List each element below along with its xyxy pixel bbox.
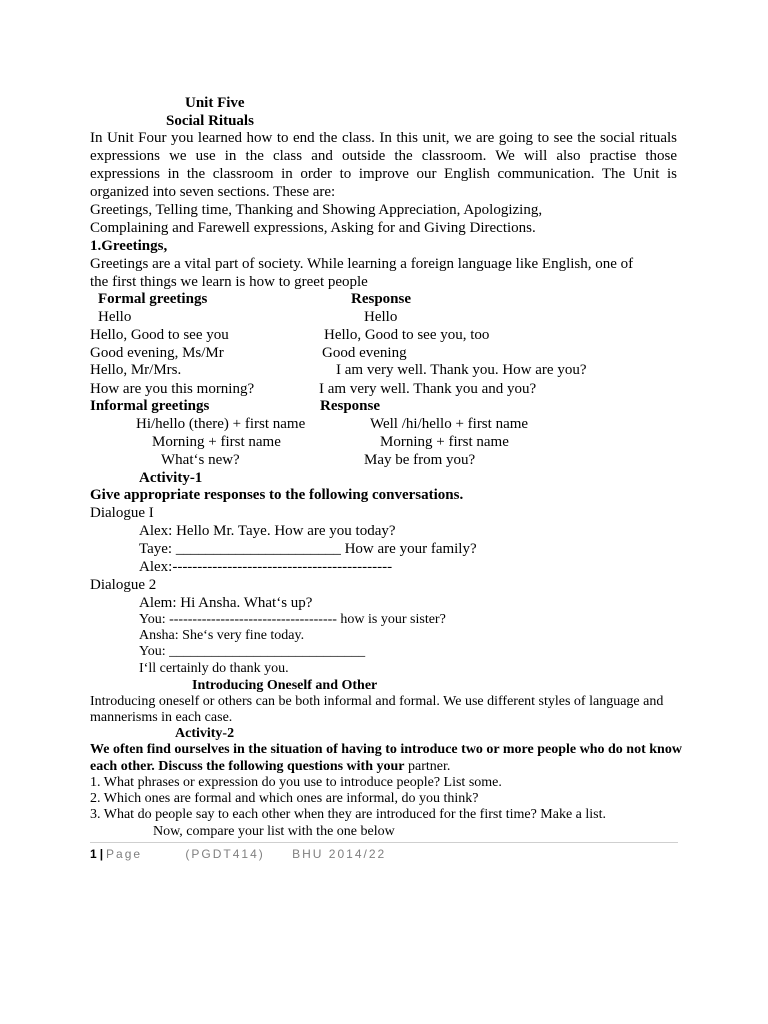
activity2-instruction-bold: each other. Discuss the following questions with your: [90, 759, 405, 774]
informal-greeting: What‘s new?: [161, 452, 240, 468]
course-code: (PGDT414): [185, 847, 265, 861]
dialogue-line: Alex: Hello Mr. Taye. How are you today?: [139, 523, 396, 539]
formal-response-header: Response: [351, 291, 412, 307]
intro-line: Complaining and Farewell expressions, Asking for and Giving Directions.: [90, 220, 536, 236]
introducing-heading: Introducing Oneself and Other: [192, 678, 378, 693]
introducing-text: mannerisms in each case.: [90, 710, 233, 725]
institution-year: BHU 2014/22: [292, 847, 387, 861]
activity2-question: 1. What phrases or expression do you use to introduce people? List some.: [90, 775, 502, 790]
dialogue-line: You: ____________________________: [139, 644, 366, 659]
unit-subtitle: Social Rituals: [166, 113, 254, 129]
dialogue-line: Alex:--------------------------------------------: [139, 559, 393, 575]
informal-greeting: Morning + first name: [152, 434, 281, 450]
dialogue-line: Ansha: She‘s very fine today.: [139, 628, 305, 643]
greetings-text: the first things we learn is how to greet people: [90, 274, 368, 290]
formal-greeting: Hello, Good to see you: [90, 327, 229, 343]
formal-greeting: Hello, Mr/Mrs.: [90, 362, 182, 378]
formal-greeting: Hello: [98, 309, 132, 325]
unit-title: Unit Five: [185, 95, 245, 111]
activity1-instruction: Give appropriate responses to the following conversations.: [90, 487, 464, 503]
formal-response: Good evening: [322, 345, 407, 361]
formal-greetings-header: Formal greetings: [98, 291, 208, 307]
page-footer: [90, 846, 386, 862]
dialogue1-label: Dialogue I: [90, 505, 154, 521]
introducing-text: Introducing oneself or others can be both informal and formal. We use different styles of language and: [90, 694, 664, 709]
activity1-heading: Activity-1: [139, 470, 203, 486]
intro-line: In Unit Four you learned how to end the class. In this unit, we are going to see the social rituals: [90, 130, 677, 146]
dialogue-line: Taye: ______________________ How are your family?: [139, 541, 477, 557]
dialogue-line: Alem: Hi Ansha. What‘s up?: [139, 595, 313, 611]
activity2-instruction-tail: partner.: [408, 759, 451, 774]
greetings-heading: 1.Greetings,: [90, 238, 168, 254]
informal-response: Morning + first name: [380, 434, 509, 450]
intro-line: expressions we use in the class and outside the classroom. We will also practise those: [90, 148, 677, 164]
page-word: Page: [106, 847, 143, 861]
formal-greeting: How are you this morning?: [90, 381, 255, 397]
activity2-heading: Activity-2: [175, 726, 235, 741]
informal-response: Well /hi/hello + first name: [370, 416, 529, 432]
formal-response: I am very well. Thank you and you?: [319, 381, 537, 397]
greetings-text: Greetings are a vital part of society. While learning a foreign language like English, one of: [90, 256, 634, 272]
intro-line: expressions in the classroom in order to improve our English communication. The Unit is: [90, 166, 677, 182]
activity2-instruction: We often find ourselves in the situation of having to introduce two or more people who do not know: [90, 742, 682, 757]
intro-line: Greetings, Telling time, Thanking and Showing Appreciation, Apologizing,: [90, 202, 543, 218]
intro-line: organized into seven sections. These are:: [90, 184, 336, 200]
dialogue2-label: Dialogue 2: [90, 577, 157, 593]
activity2-closing: Now, compare your list with the one below: [153, 824, 395, 839]
dialogue-line: You: ------------------------------------ how is your sister?: [139, 612, 446, 627]
footer-divider: [90, 842, 678, 843]
informal-greetings-header: Informal greetings: [90, 398, 210, 414]
informal-response-header: Response: [320, 398, 381, 414]
activity2-question: 2. Which ones are formal and which ones are informal, do you think?: [90, 791, 479, 806]
page-number: 1: [90, 847, 97, 861]
informal-response: May be from you?: [364, 452, 476, 468]
activity2-question: 3. What do people say to each other when they are introduced for the first time? Make a list.: [90, 807, 607, 822]
formal-response: Hello: [364, 309, 398, 325]
formal-response: I am very well. Thank you. How are you?: [336, 362, 587, 378]
informal-greeting: Hi/hello (there) + first name: [136, 416, 306, 432]
formal-greeting: Good evening, Ms/Mr: [90, 345, 224, 361]
dialogue-line: I‘ll certainly do thank you.: [139, 661, 289, 676]
formal-response: Hello, Good to see you, too: [324, 327, 490, 343]
footer-separator: |: [99, 847, 104, 861]
